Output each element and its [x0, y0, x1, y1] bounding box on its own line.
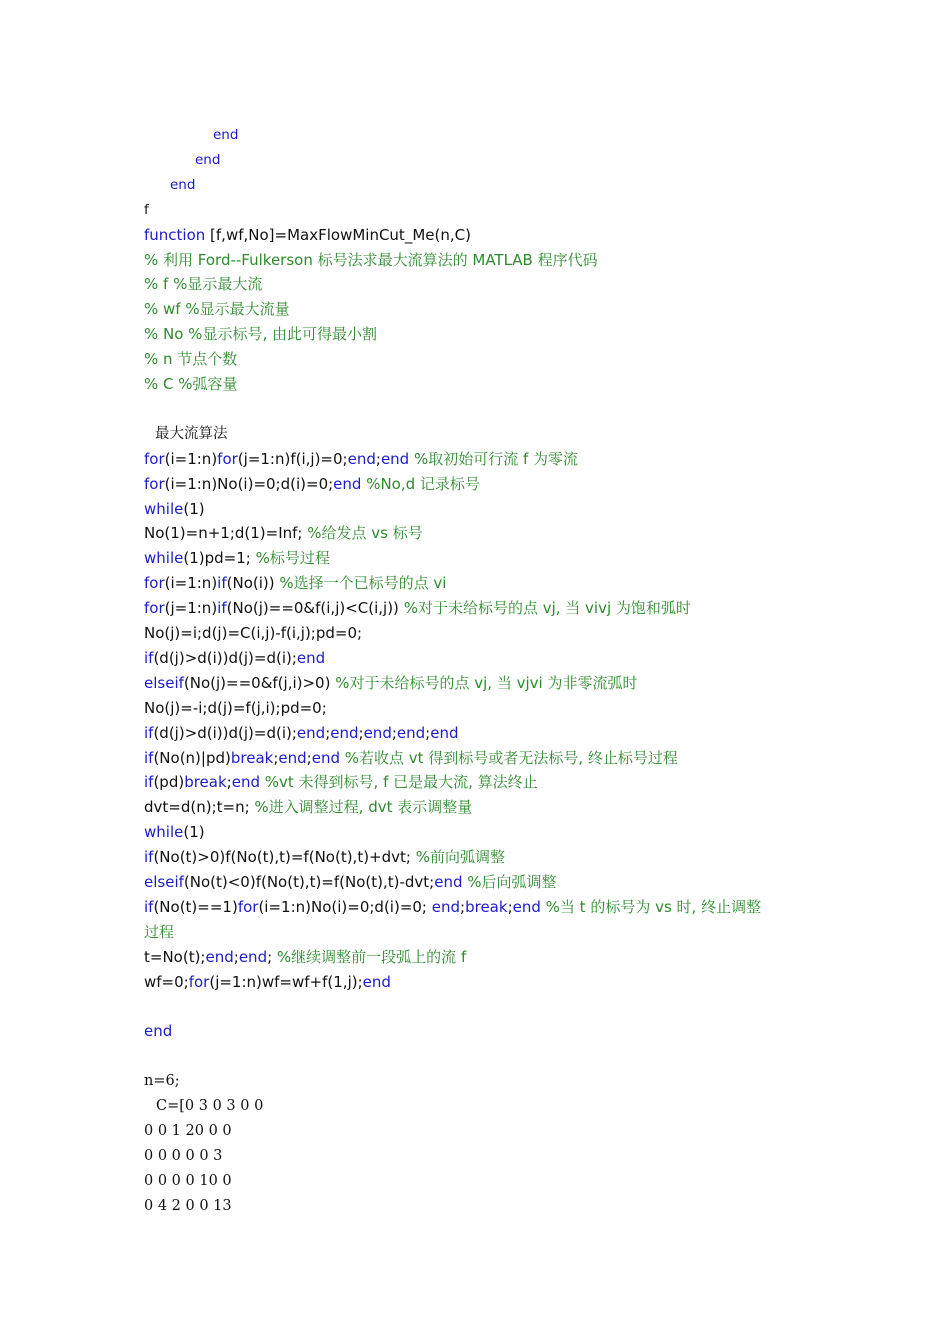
comment: %对于未给标号的点 vj, 当 vivj 为饱和弧时: [403, 599, 691, 618]
code-line: [144, 623, 362, 643]
keyword: elseif: [144, 873, 184, 891]
code-text: (i=1:n)No(i)=0;d(i)=0;: [258, 897, 432, 916]
code-line: [144, 847, 505, 867]
code-text: (1): [183, 823, 205, 842]
code-line: [144, 872, 557, 892]
keyword: for: [144, 574, 165, 593]
code-text: No(j)=-i;d(j)=f(j,i);pd=0;: [144, 698, 327, 717]
keyword: break: [230, 748, 274, 767]
keyword: elseif: [144, 673, 184, 692]
keyword: if: [144, 773, 154, 792]
keyword: end: [296, 648, 326, 667]
code-line: [144, 499, 205, 519]
code-line: [144, 797, 472, 817]
code-text: ;: [391, 723, 397, 742]
code-line: [144, 947, 466, 967]
code-line: [144, 200, 149, 220]
comment: %选择一个已标号的点 vi: [279, 574, 447, 593]
keyword: if: [217, 599, 227, 618]
code-text: 0 4 2 0 0 13: [144, 1197, 232, 1214]
keyword: end: [512, 897, 541, 916]
comment: %No,d 记录标号: [361, 474, 480, 493]
code-line: [156, 1096, 263, 1116]
code-text: [f,wf,No]=MaxFlowMinCut_Me(n,C): [205, 225, 471, 244]
code-line: [144, 573, 446, 593]
code-text: (1)pd=1;: [183, 549, 256, 568]
code-line: [144, 772, 538, 792]
keyword: end: [311, 748, 340, 767]
keyword: end: [213, 127, 239, 143]
keyword: while: [144, 549, 184, 568]
comment: % C %弧容量: [144, 375, 238, 393]
code-text: ;: [375, 449, 381, 468]
keyword: end: [231, 773, 260, 792]
code-text: ;: [460, 897, 466, 916]
code-line: [144, 1196, 232, 1216]
comment: %继续调整前一段弧上的流 f: [276, 947, 467, 966]
code-line: [144, 723, 459, 743]
keyword: end: [430, 723, 459, 742]
code-text: (No(i)): [226, 574, 280, 593]
comment: %给发点 vs 标号: [307, 524, 423, 543]
code-line: [155, 424, 228, 444]
code-line: [144, 598, 691, 618]
comment: %后向弧调整: [462, 873, 557, 891]
code-text: (No(j)==0&f(j,i)>0): [183, 673, 336, 692]
code-line: [144, 349, 237, 369]
keyword: break: [184, 773, 227, 792]
code-text: ;: [226, 773, 232, 792]
code-text: (No(t)<0)f(No(t),t)=f(No(t),t)-dvt;: [183, 873, 435, 891]
code-line: [144, 822, 205, 842]
code-line: [144, 250, 598, 270]
code-text: (j=1:n)f(i,j)=0;: [237, 449, 348, 468]
code-text: wf=0;: [144, 972, 189, 991]
keyword: end: [278, 748, 307, 767]
keyword: end: [333, 474, 362, 493]
comment: %进入调整过程, dvt 表示调整量: [254, 798, 473, 817]
keyword: break: [465, 897, 508, 916]
keyword: for: [237, 897, 259, 916]
comment: % No %显示标号, 由此可得最小割: [144, 325, 377, 344]
comment: % wf %显示最大流量: [144, 300, 290, 319]
code-line: [144, 972, 391, 992]
code-line: [144, 225, 471, 245]
comment: % f %显示最大流: [144, 275, 263, 294]
comment: % n 节点个数: [144, 350, 238, 369]
keyword: if: [144, 648, 154, 667]
code-text: t=No(t);: [144, 947, 206, 966]
code-line: [144, 1146, 222, 1166]
keyword: end: [195, 151, 221, 168]
comment: %取初始可行流 f 为零流: [409, 449, 579, 468]
keyword: for: [144, 599, 165, 618]
code-text: ;: [233, 947, 239, 966]
code-text: 0 0 1 20 0 0: [144, 1123, 232, 1139]
comment: %若收点 vt 得到标号或者无法标号, 终止标号过程: [340, 748, 678, 767]
code-line: [144, 1071, 180, 1091]
keyword: end: [296, 723, 326, 742]
code-text: (pd): [153, 773, 185, 792]
keyword: end: [170, 176, 196, 193]
code-text: 最大流算法: [155, 425, 228, 442]
keyword: end: [434, 873, 463, 891]
code-line: [144, 1171, 232, 1191]
code-line: [144, 648, 325, 668]
code-line: [144, 324, 377, 344]
code-line: [170, 175, 195, 195]
code-line: [213, 125, 238, 145]
keyword: while: [144, 499, 184, 518]
keyword: end: [380, 449, 410, 468]
code-text: (j=1:n): [164, 599, 218, 618]
code-text: ;: [425, 723, 431, 742]
keyword: if: [144, 723, 154, 742]
keyword: if: [144, 748, 154, 767]
keyword: end: [205, 947, 234, 966]
code-text: ;: [306, 748, 312, 767]
code-text: ;: [325, 723, 331, 742]
code-line: [144, 673, 637, 693]
code-text: (d(j)>d(i))d(j)=d(i);: [153, 648, 297, 667]
keyword: if: [144, 848, 154, 867]
code-text: (No(n)|pd): [153, 748, 231, 767]
code-text: (i=1:n): [164, 449, 218, 468]
code-line: [144, 474, 480, 494]
code-text: (j=1:n)wf=wf+f(1,j);: [209, 972, 363, 991]
code-text: dvt=d(n);t=n;: [144, 798, 255, 817]
code-text: (No(t)>0)f(No(t),t)=f(No(t),t)+dvt;: [153, 848, 416, 867]
code-line: [144, 274, 262, 294]
code-line: [144, 897, 761, 917]
keyword: end: [144, 1022, 173, 1041]
keyword: for: [144, 474, 165, 493]
code-text: C=[0 3 0 3 0 0: [156, 1098, 264, 1115]
code-text: (i=1:n): [164, 574, 218, 593]
keyword: for: [217, 449, 238, 468]
code-text: No(1)=n+1;d(1)=Inf;: [144, 524, 308, 543]
code-text: ;: [507, 897, 513, 916]
code-text: ;: [273, 748, 279, 767]
code-line: [144, 1021, 172, 1041]
comment: % 利用 Ford--Fulkerson 标号法求最大流算法的 MATLAB 程序代码: [144, 250, 598, 269]
code-line: [144, 548, 330, 568]
code-line: [195, 150, 220, 170]
keyword: end: [396, 723, 426, 742]
keyword: end: [363, 723, 392, 742]
keyword: end: [362, 972, 391, 991]
code-line: [144, 374, 238, 394]
code-line: [144, 922, 174, 942]
code-text: f: [144, 201, 149, 218]
keyword: function: [144, 225, 206, 244]
code-line: [144, 698, 327, 718]
code-text: (i=1:n)No(i)=0;d(i)=0;: [164, 474, 334, 493]
keyword: if: [217, 574, 227, 593]
code-line: [144, 449, 578, 469]
comment: %vt 未得到标号, f 已是最大流, 算法终止: [260, 773, 538, 792]
keyword: for: [188, 972, 210, 991]
keyword: end: [238, 947, 268, 966]
code-line: [144, 523, 423, 543]
keyword: end: [431, 897, 461, 916]
keyword: end: [330, 723, 359, 742]
code-text: (No(t)==1): [153, 897, 238, 916]
comment: %对于未给标号的点 vj, 当 vjvi 为非零流弧时: [335, 673, 638, 692]
keyword: end: [347, 449, 376, 468]
code-text: ;: [358, 723, 364, 742]
comment: %当 t 的标号为 vs 时, 终止调整: [540, 897, 762, 916]
code-text: ;: [267, 947, 277, 966]
code-line: [144, 1121, 232, 1141]
code-text: 0 0 0 0 10 0: [144, 1172, 232, 1189]
code-text: 0 0 0 0 0 3: [144, 1147, 223, 1164]
keyword: while: [144, 823, 184, 842]
code-text: n=6;: [144, 1073, 180, 1090]
code-text: No(j)=i;d(j)=C(i,j)-f(i,j);pd=0;: [144, 624, 363, 642]
code-line: [144, 299, 290, 319]
keyword: if: [144, 897, 154, 916]
code-text: (d(j)>d(i))d(j)=d(i);: [153, 723, 297, 742]
comment: %标号过程: [255, 549, 330, 568]
code-line: [144, 748, 678, 768]
comment: %前向弧调整: [415, 848, 505, 867]
comment: 过程: [144, 922, 175, 941]
keyword: for: [144, 449, 165, 468]
code-text: (No(j)==0&f(i,j)<C(i,j)): [226, 599, 404, 618]
code-text: (1): [183, 499, 205, 518]
